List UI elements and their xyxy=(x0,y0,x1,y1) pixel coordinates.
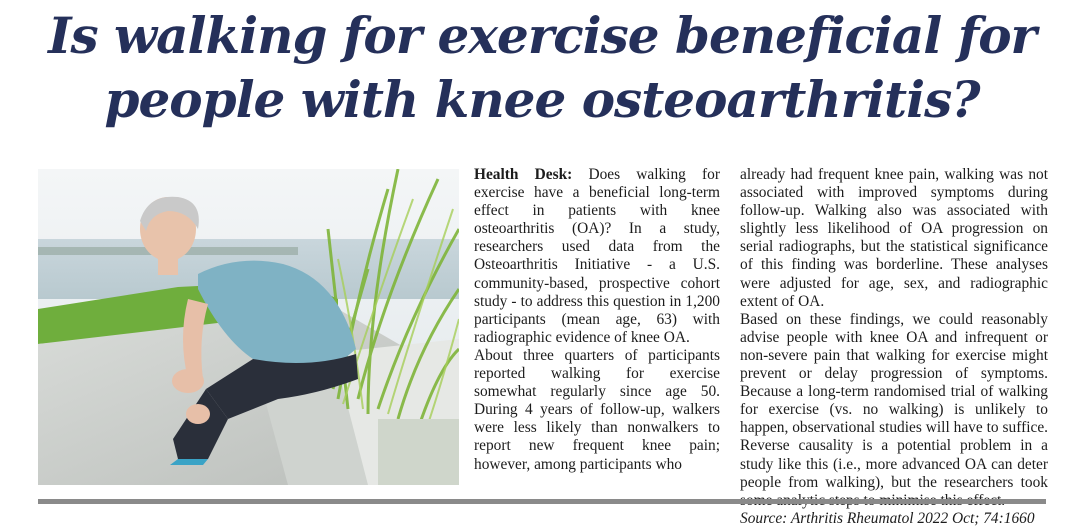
kicker: Health Desk: xyxy=(474,166,573,183)
article-paragraph-2 xyxy=(474,347,720,474)
headline-line-1: Is walking for exercise beneficial for xyxy=(48,6,1036,65)
paragraph-2-text: About three quarters of participants reported walking for exercise somewhat regularly since age 50. During 4 years of follow-up, walkers were less likely than nonwalkers to report new frequent knee pain; however, among participants who xyxy=(474,346,720,473)
paragraph-1-text: Does walking for exercise have a beneficial long-term effect in patients with knee osteoarthritis (OA)? In a study, researchers used data from the Osteoarthritis Initiative - a U.S. community-based, prospective cohort study - to address this question in 1,200 participants (mean age, 63) with radiographic evidence of knee OA. xyxy=(474,166,720,346)
headline xyxy=(0,4,1084,132)
article-column-2 xyxy=(740,166,1048,528)
bottom-divider xyxy=(38,499,1046,504)
article-source: Source: Arthritis Rheumatol 2022 Oct; 74:1660 xyxy=(740,509,1035,527)
article-paragraph-2-continued: already had frequent knee pain, walking was not associated with improved symptoms during follow-up. Walking also was associated with slightly less likelihood of OA progression on serial radiographs, but the statistical significance of this finding was borderline. These analyses were adjusted for age, sex, and radiographic extent of OA. xyxy=(740,166,1048,310)
headline-line-2: people with knee osteoarthritis? xyxy=(104,70,980,129)
article-photo xyxy=(38,169,459,485)
woman-sitting-holding-knee-image xyxy=(38,169,459,485)
article-paragraph-1 xyxy=(474,166,720,347)
article-column-1 xyxy=(474,166,720,474)
article-paragraph-3: Based on these findings, we could reasonably advise people with knee OA and infrequent or non-severe pain that walking for exercise might prevent or delay progression of symptoms. Because a long-term randomised trial of walking for exercise (vs. no walking) is unlikely to happen, observational studies will have to suffice. Reverse causality is a potential problem in a study like this (i.e., more advanced OA can deter people from walking), but the researchers took xyxy=(740,310,1048,491)
